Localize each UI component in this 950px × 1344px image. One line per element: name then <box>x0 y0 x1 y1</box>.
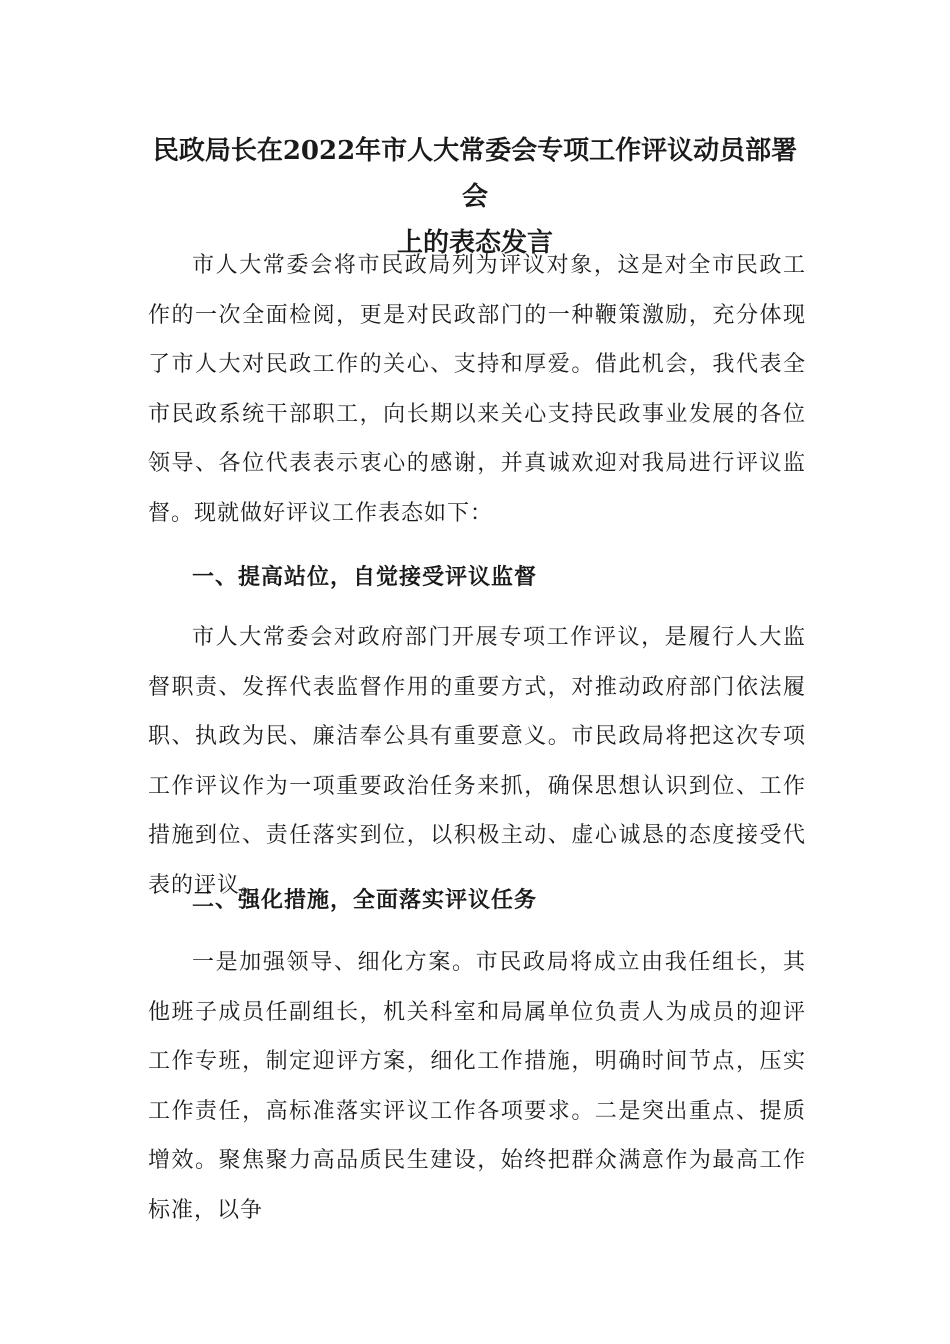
section2-heading: 二、强化措施，全面落实评议任务 <box>192 887 538 913</box>
document-title-line2: 上的表态发言 <box>396 228 553 258</box>
section1-paragraph: 市人大常委会对政府部门开展专项工作评议，是履行人大监督职责、发挥代表监督作用的重要方式，对推动政府部门依法履职、执政为民、廉洁奉公具有重要意义。市民政局将把这次专项工作评议作为一项重要政治任务来抓，确保思想认识到位、工作措施到位、责任落实到位，以积极主动、虚心诚恳的态度接受代表的评议。 <box>148 625 806 898</box>
section1-heading: 一、提高站位，自觉接受评议监督 <box>192 564 538 590</box>
document-title-line1: 民政局长在2022年市人大常委会专项工作评议动员部署会 <box>152 136 798 212</box>
section2-paragraph: 一是加强领导、细化方案。市民政局将成立由我任组长，其他班子成员任副组长，机关科室和局属单位负责人为成员的迎评工作专班，制定迎评方案，细化工作措施，明确时间节点，压实工作责任，高标准落实评议工作各项要求。二是突出重点、提质增效。聚焦聚力高品质民生建设，始终把群众满意作为最高工作标准，以争 <box>148 950 806 1223</box>
intro-paragraph: 市人大常委会将市民政局列为评议对象，这是对全市民政工作的一次全面检阅，更是对民政部门的一种鞭策激励，充分体现了市人大对民政工作的关心、支持和厚爱。借此机会，我代表全市民政系统干部职工，向长期以来关心支持民政事业发展的各位领导、各位代表表示衷心的感谢，并真诚欢迎对我局进行评议监督。现就做好评议工作表态如下： <box>148 253 806 526</box>
